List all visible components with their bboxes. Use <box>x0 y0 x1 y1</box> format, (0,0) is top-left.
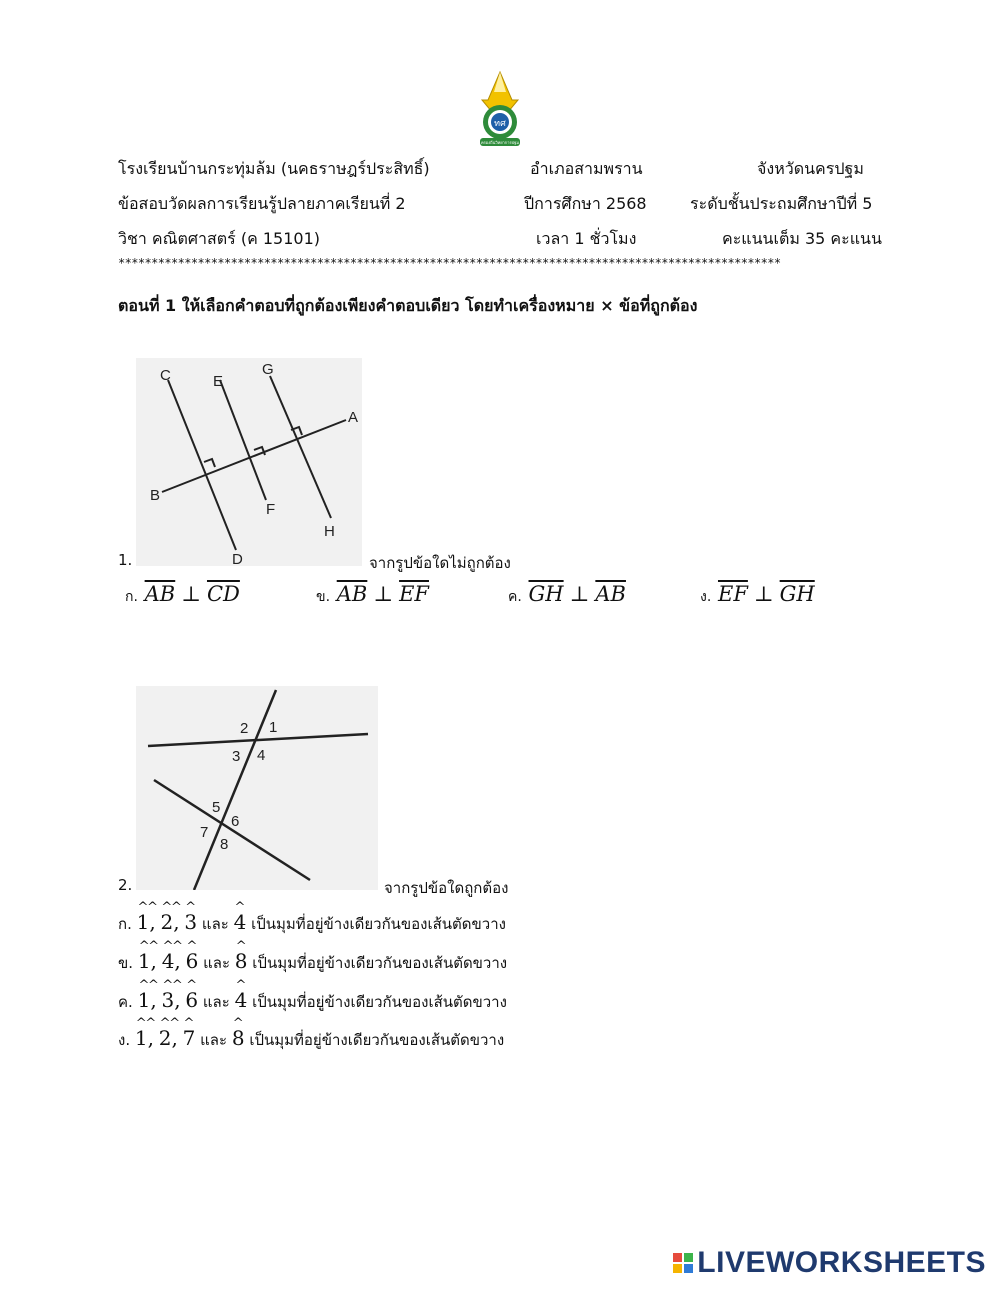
exam-title: ข้อสอบวัดผลการเรียนรู้ปลายภาคเรียนที่ 2 <box>118 194 406 213</box>
q2-choice-b[interactable]: ข. ^ 1^ , ^ 4^ , ^ 6 และ ^ 8 เป็นมุมที่อยู่ข้างเดียวกันของเส้นตัดขวาง <box>118 949 507 975</box>
angle-7: ^ 7 <box>183 1026 196 1050</box>
logo-caption: ครองถิ่นวิทยาการปฐม <box>480 140 520 145</box>
q2-angle-2: 2 <box>240 720 249 737</box>
q2-number: 2. <box>118 876 133 894</box>
subject: วิชา คณิตศาสตร์ (ค 15101) <box>118 229 320 248</box>
angle-2: ^ 2 <box>161 910 174 934</box>
q2-angle-4: 4 <box>257 747 266 764</box>
angle-8: ^ 8 <box>235 949 248 973</box>
angle-4: ^ 4 <box>234 910 247 934</box>
angle-1: ^ 1 <box>138 988 151 1012</box>
liveworksheets-text: LIVEWORKSHEETS <box>697 1246 986 1279</box>
q1-choice-c[interactable] <box>508 582 626 608</box>
q2-choice-d[interactable]: ง. ^ 1^ , ^ 2^ , ^ 7 และ ^ 8 เป็นมุมที่อยู่ข้างเดียวกันของเส้นตัดขวาง <box>118 1026 504 1052</box>
province: จังหวัดนครปฐม <box>757 159 864 178</box>
q2-angle-1: 1 <box>269 719 278 736</box>
q2-choice-a-label: ก. <box>118 915 132 933</box>
angle-4: ^ 4 <box>162 949 175 973</box>
angle-3: ^ 3 <box>161 988 174 1012</box>
and-word: และ <box>202 993 230 1011</box>
q2-choice-c[interactable]: ค. ^ 1^ , ^ 3^ , ^ 6 และ ^ 4 เป็นมุมที่อยู่ข้างเดียวกันของเส้นตัดขวาง <box>118 988 507 1014</box>
q2-choice-c-label: ค. <box>118 993 133 1011</box>
q1-choice-b-label: ข. <box>316 589 331 605</box>
q1-label-g: G <box>262 361 274 378</box>
q1-choice-c-right: $\overline{AB}$ <box>595 582 626 606</box>
q1-label-f: F <box>266 501 276 518</box>
district: อำเภอสามพราน <box>530 159 643 178</box>
q2-choice-d-label: ง. <box>118 1031 131 1049</box>
angle-6: ^ 6 <box>186 949 199 973</box>
separator-line: **************************************************************************************************** <box>118 256 781 270</box>
angle-2: ^ 2 <box>159 1026 172 1050</box>
logo-initials: ทศ <box>494 119 506 129</box>
q1-label-c: C <box>160 367 171 384</box>
choice-tail: เป็นมุมที่อยู่ข้างเดียวกันของเส้นตัดขวาง <box>252 954 508 972</box>
angle-1: ^ 1 <box>135 1026 148 1050</box>
liveworksheets-blocks-icon <box>673 1253 693 1273</box>
exam-time: เวลา 1 ชั่วโมง <box>536 229 637 248</box>
grade-level: ระดับชั้นประถมศึกษาปีที่ 5 <box>690 194 873 213</box>
q2-angle-5: 5 <box>212 799 221 816</box>
angle-4: ^ 4 <box>235 988 248 1012</box>
q1-choice-a-right: $\overline{CD}$ <box>206 582 240 606</box>
q2-angle-3: 3 <box>232 748 241 765</box>
school-name: โรงเรียนบ้านกระทุ่มล้ม (นคธราษฎร์ประสิทธิ์) <box>118 159 430 178</box>
q1-choice-a[interactable] <box>125 582 240 608</box>
and-word: และ <box>201 915 229 933</box>
q2-figure <box>136 686 378 890</box>
full-score: คะแนนเต็ม 35 คะแนน <box>722 229 882 248</box>
q1-figure <box>136 358 362 566</box>
q1-choice-d-label: ง. <box>700 589 712 605</box>
perpendicular-icon: ⊥ <box>753 582 774 606</box>
angle-6: ^ 6 <box>185 988 198 1012</box>
q1-label-e: E <box>213 373 224 390</box>
q1-label-d: D <box>232 551 243 566</box>
angle-8: ^ 8 <box>232 1026 245 1050</box>
q1-choice-b[interactable] <box>316 582 429 608</box>
choice-tail: เป็นมุมที่อยู่ข้างเดียวกันของเส้นตัดขวาง <box>251 915 506 933</box>
q2-choice-b-label: ข. <box>118 954 134 972</box>
angle-3: ^ 3 <box>184 910 197 934</box>
q1-choice-d-left: $\overline{EF}$ <box>717 582 748 606</box>
q1-choice-b-left: $\overline{AB}$ <box>336 582 368 606</box>
angle-1: ^ 1 <box>138 949 151 973</box>
q1-label-a: A <box>348 409 359 426</box>
liveworksheets-logo[interactable] <box>673 1246 986 1280</box>
q2-angle-7: 7 <box>200 824 209 841</box>
instruction: ตอนที่ 1 ให้เลือกคำตอบที่ถูกต้องเพียงคำตอบเดียว โดยทำเครื่องหมาย × ข้อที่ถูกต้อง <box>118 296 698 315</box>
q1-label-h: H <box>324 523 335 540</box>
q1-choice-b-right: $\overline{EF}$ <box>399 582 429 606</box>
q1-choice-c-label: ค. <box>508 589 522 605</box>
perpendicular-icon: ⊥ <box>373 582 394 606</box>
q1-choice-d[interactable] <box>700 582 815 608</box>
perpendicular-icon: ⊥ <box>569 582 590 606</box>
q1-number: 1. <box>118 551 133 569</box>
q1-choice-d-right: $\overline{GH}$ <box>779 582 815 606</box>
choice-tail: เป็นมุมที่อยู่ข้างเดียวกันของเส้นตัดขวาง <box>249 1031 505 1049</box>
angle-1: ^ 1 <box>137 910 150 934</box>
q2-question: จากรูปข้อใดถูกต้อง <box>384 879 509 897</box>
choice-tail: เป็นมุมที่อยู่ข้างเดียวกันของเส้นตัดขวาง <box>252 993 507 1011</box>
q1-choice-c-left: $\overline{GH}$ <box>528 582 564 606</box>
and-word: และ <box>200 1031 228 1049</box>
q2-angle-8: 8 <box>220 836 229 853</box>
q1-choice-a-label: ก. <box>125 589 138 605</box>
q1-label-b: B <box>150 487 161 504</box>
academic-year: ปีการศึกษา 2568 <box>524 194 647 213</box>
and-word: และ <box>203 954 230 972</box>
school-logo <box>468 70 532 148</box>
q1-question: จากรูปข้อใดไม่ถูกต้อง <box>369 554 511 572</box>
q2-angle-6: 6 <box>231 813 240 830</box>
perpendicular-icon: ⊥ <box>181 582 201 606</box>
q1-choice-a-left: $\overline{AB}$ <box>144 582 176 606</box>
q2-choice-a[interactable]: ก. ^ 1^ , ^ 2^ , ^ 3 และ ^ 4 เป็นมุมที่อยู่ข้างเดียวกันของเส้นตัดขวาง <box>118 910 506 936</box>
